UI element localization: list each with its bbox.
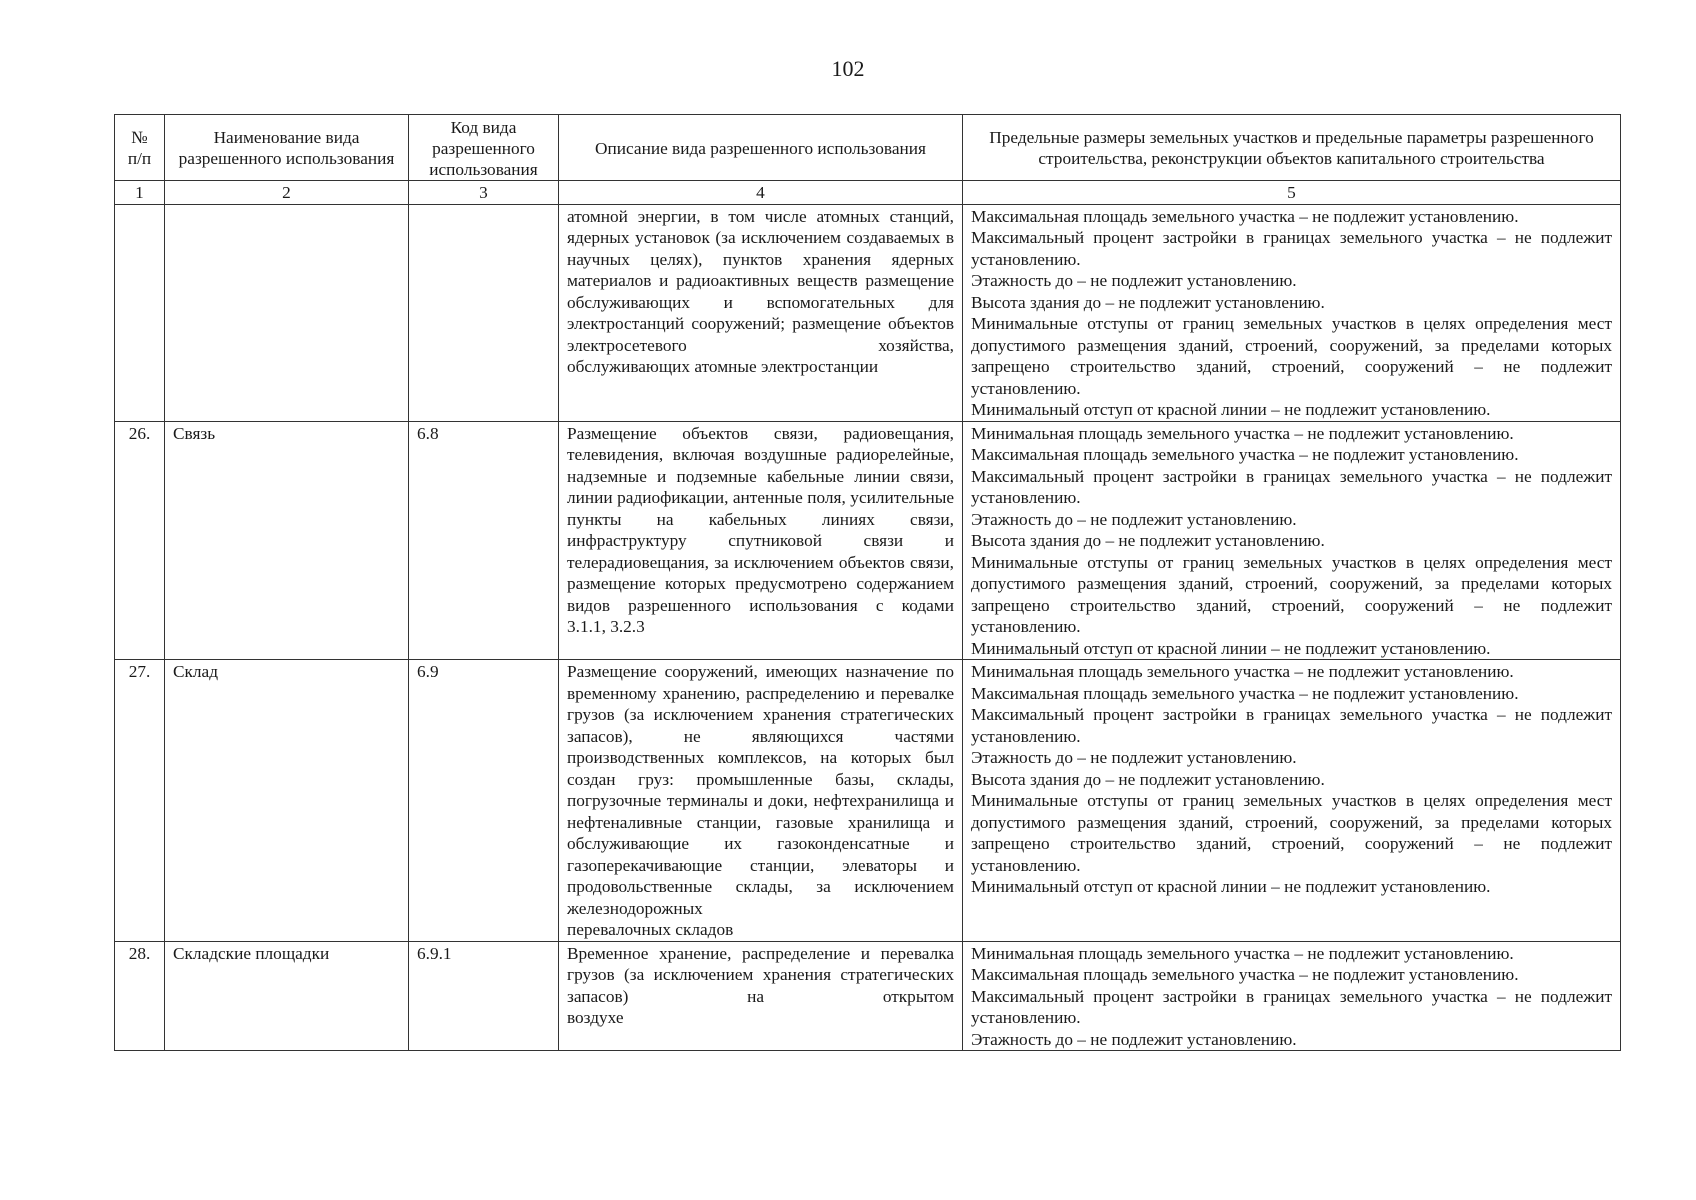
row-limits: [963, 660, 1621, 942]
header-name: Наименование вида разрешенного использования: [165, 115, 409, 181]
row-description: [559, 421, 963, 660]
limit-line: Максимальный процент застройки в границах земельного участка – не подлежит установлению.: [971, 705, 1612, 746]
row-code: 6.9: [409, 660, 559, 942]
column-number: 2: [165, 181, 409, 205]
row-number: 28.: [115, 941, 165, 1051]
row-limits: [963, 941, 1621, 1051]
limit-line: Минимальный отступ от красной линии – не подлежит установлению.: [971, 400, 1491, 419]
description-text: Размещение сооружений, имеющих назначение по временному хранению, распределению и перевалке грузов (за исключением хранения стратегических запасов), не являющихся частями производственных комплексов, на которых был создан груз: промышленные базы, склады, погрузочные терминалы и доки, нефтехранилища и нефтеналивные станции, газовые хранилища и обслуживающие их газоконденсатные и газоперекачивающие станции, элеваторы и продовольственные склады, за исключением железнодорожных: [567, 662, 954, 918]
row-description: [559, 204, 963, 421]
row-code: 6.8: [409, 421, 559, 660]
row-name: Склад: [165, 660, 409, 942]
row-description: [559, 660, 963, 942]
description-last-line: 3.1.1, 3.2.3: [567, 617, 645, 636]
column-number: 4: [559, 181, 963, 205]
land-use-table: [114, 114, 1621, 1051]
header-limits: Предельные размеры земельных участков и предельные параметры разрешенного строительства, реконструкции объектов капитального строительства: [963, 115, 1621, 181]
limit-line: Минимальный отступ от красной линии – не подлежит установлению.: [971, 638, 1491, 658]
limit-line: Высота здания до – не подлежит установлению.: [971, 292, 1325, 312]
row-limits: [963, 204, 1621, 421]
header-number: № п/п: [115, 115, 165, 181]
row-name: Связь: [165, 421, 409, 660]
description-last-line: обслуживающих атомные электростанции: [567, 357, 879, 376]
row-number: [115, 204, 165, 421]
limit-line: Максимальный процент застройки в границах земельного участка – не подлежит установлению.: [971, 986, 1612, 1027]
limit-line: Этажность до – не подлежит установлению.: [971, 509, 1297, 529]
column-number-row: [115, 181, 1621, 205]
row-name: [165, 204, 409, 421]
header-description: Описание вида разрешенного использования: [559, 115, 963, 181]
limit-line: Минимальные отступы от границ земельных участков в целях определения мест допустимого размещения зданий, строений, сооружений, за пределами которых запрещено строительство зданий, строений, сооружений – не подлежит установлению.: [971, 314, 1612, 398]
row-description: [559, 941, 963, 1051]
page-number: 102: [831, 56, 865, 81]
header-code: Код вида разрешенного использования: [409, 115, 559, 181]
description-text: Размещение объектов связи, радиовещания, телевидения, включая воздушные радиорелейные, надземные и подземные кабельные линии связи, линии радиофикации, антенные поля, усилительные пункты на кабельных линиях связи, инфраструктуру спутниковой связи и телерадиовещания, за исключением объектов связи, размещение которых предусмотрено содержанием видов разрешенного использования с кодами: [567, 423, 954, 615]
limit-line: Минимальные отступы от границ земельных участков в целях определения мест допустимого размещения зданий, строений, сооружений, за пределами которых запрещено строительство зданий, строений, сооружений – не подлежит установлению.: [971, 791, 1612, 875]
limit-line: Этажность до – не подлежит установлению.: [971, 271, 1297, 290]
limit-line: Максимальная площадь земельного участка – не подлежит установлению.: [971, 206, 1519, 226]
limit-line: Этажность до – не подлежит установлению.: [971, 748, 1297, 767]
column-number: 5: [963, 181, 1621, 205]
row-code: 6.9.1: [409, 941, 559, 1051]
limit-line: Максимальный процент застройки в границах земельного участка – не подлежит установлению.: [971, 228, 1612, 269]
limit-line: Максимальная площадь земельного участка – не подлежит установлению.: [971, 683, 1519, 703]
row-limits: [963, 421, 1621, 660]
row-number: 26.: [115, 421, 165, 660]
limit-line: Максимальная площадь земельного участка – не подлежит установлению.: [971, 965, 1519, 984]
limit-line: Минимальная площадь земельного участка – не подлежит установлению.: [971, 662, 1514, 681]
row-code: [409, 204, 559, 421]
description-text: Временное хранение, распределение и перевалка грузов (за исключением хранения стратегических запасов) на открытом: [567, 943, 954, 1006]
description-last-line: перевалочных складов: [567, 920, 734, 939]
table-row: [115, 941, 1621, 1051]
description-last-line: воздухе: [567, 1008, 624, 1027]
limit-line: Минимальный отступ от красной линии – не подлежит установлению.: [971, 877, 1491, 896]
table-row: [115, 421, 1621, 660]
limit-line: Этажность до – не подлежит установлению.: [971, 1029, 1297, 1049]
column-number: 1: [115, 181, 165, 205]
limit-line: Высота здания до – не подлежит установлению.: [971, 769, 1325, 789]
row-name: Складские площадки: [165, 941, 409, 1051]
limit-line: Минимальная площадь земельного участка – не подлежит установлению.: [971, 943, 1514, 963]
limit-line: Максимальный процент застройки в границах земельного участка – не подлежит установлению.: [971, 466, 1612, 507]
description-text: атомной энергии, в том числе атомных станций, ядерных установок (за исключением создаваемых в научных целях), пунктов хранения ядерных материалов и радиоактивных веществ размещение обслуживающих и вспомогательных для электростанций сооружений; размещение объектов электросетевого хозяйства,: [567, 206, 954, 355]
table-header-row: [115, 115, 1621, 181]
table-row: [115, 660, 1621, 942]
limit-line: Минимальная площадь земельного участка – не подлежит установлению.: [971, 423, 1514, 443]
row-number: 27.: [115, 660, 165, 942]
limit-line: Высота здания до – не подлежит установлению.: [971, 531, 1325, 550]
table-row: [115, 204, 1621, 421]
limit-line: Минимальные отступы от границ земельных участков в целях определения мест допустимого размещения зданий, строений, сооружений, за пределами которых запрещено строительство зданий, строений, сооружений – не подлежит установлению.: [971, 552, 1612, 636]
limit-line: Максимальная площадь земельного участка – не подлежит установлению.: [971, 445, 1519, 464]
column-number: 3: [409, 181, 559, 205]
